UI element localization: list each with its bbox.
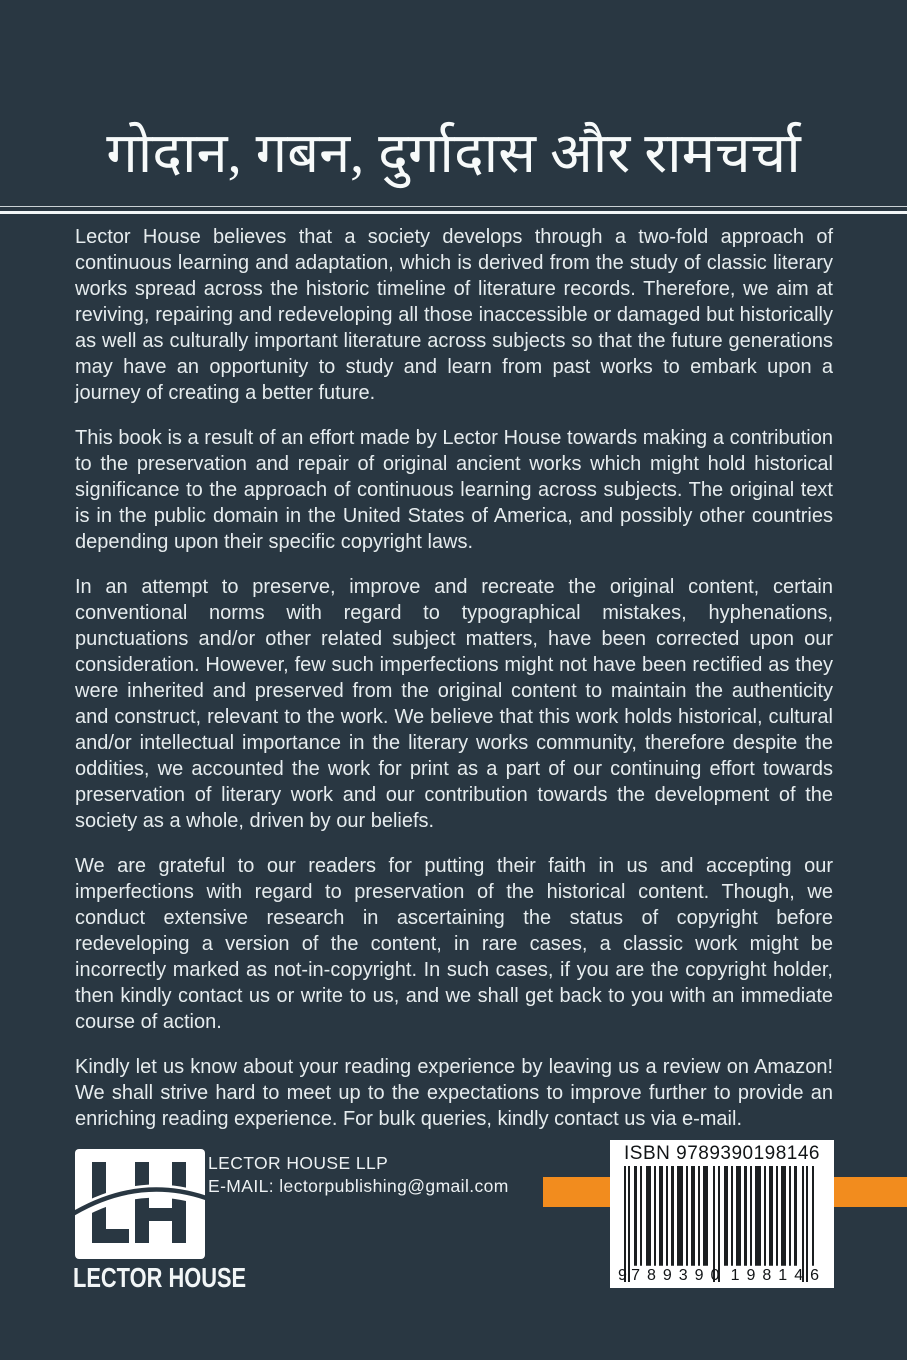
publisher-email: E-MAIL: lectorpublishing@gmail.com bbox=[208, 1176, 509, 1196]
barcode-digit-group: 9 bbox=[618, 1267, 627, 1284]
lector-house-logo-icon bbox=[75, 1149, 205, 1259]
title-divider-line bbox=[0, 206, 907, 211]
barcode-digits bbox=[618, 1268, 826, 1284]
paragraph-preservation-policy: In an attempt to preserve, improve and recreate the original content, certain conventional norms with regard to typographical mistakes, hyphenations, punctuations and/or other related subject matters, have been corrected upon our consideration. However, few such imperfections might not have been rectified as they were inherited and preserved from the original content to maintain the authenticity and construct, relevant to the work. We believe that this work holds historical, cultural and/or intellectual importance in the literary works community, therefore despite the oddities, we accounted the work for print as a part of our continuing effort towards preservation of literary work and our contribution towards the development of the society as a whole, driven by our beliefs. bbox=[75, 576, 833, 832]
lector-house-wordmark: LECTOR HOUSE bbox=[73, 1262, 247, 1293]
lh-monogram-icon bbox=[75, 1149, 205, 1259]
isbn-barcode bbox=[610, 1140, 834, 1288]
book-title-hindi: गोदान, गबन, दुर्गादास और रामचर्चा bbox=[106, 123, 801, 185]
paragraph-book-origin: This book is a result of an effort made by Lector House towards making a contribution to the preservation and repair of original ancient works which might hold historical significance to the approach of continuous learning across subjects. The original text is in the public domain in the United States of America, and possibly other countries depending upon their specific copyright laws. bbox=[75, 427, 833, 553]
publisher-contact-block bbox=[208, 1152, 509, 1198]
barcode-digit-group: 198146 bbox=[730, 1267, 826, 1284]
isbn-number-label: ISBN 9789390198146 bbox=[624, 1143, 820, 1164]
barcode-digit-group: 789390 bbox=[631, 1267, 727, 1284]
paragraph-review-request: Kindly let us know about your reading experience by leaving us a review on Amazon! We shall strive hard to meet up to the expectations to improve further to provide an enriching reading experience. For bulk queries, kindly contact us via e-mail. bbox=[75, 1056, 833, 1130]
publisher-name: LECTOR HOUSE LLP bbox=[208, 1153, 389, 1173]
publisher-note bbox=[75, 224, 833, 1151]
paragraph-copyright-notice: We are grateful to our readers for putting their faith in us and accepting our imperfections with regard to preservation of the historical content. Though, we conduct extensive research in ascertaining the status of copyright before redeveloping a version of the content, in rare cases, a classic work might be incorrectly marked as not-in-copyright. In such cases, if you are the copyright holder, then kindly contact us or write to us, and we shall get back to you with an immediate course of action. bbox=[75, 855, 833, 1033]
barcode-bars-icon bbox=[618, 1166, 826, 1282]
paragraph-about-lector-house: Lector House believes that a society develops through a two-fold approach of continuous learning and adaptation, which is derived from the study of classic literary works spread across the historic timeline of literature records. Therefore, we aim at reviving, repairing and redeveloping all those inaccessible or damaged but historically as well as culturally important literature across subjects so that the future generations may have an opportunity to study and learn from past works to embark upon a journey of creating a better future. bbox=[75, 226, 833, 404]
